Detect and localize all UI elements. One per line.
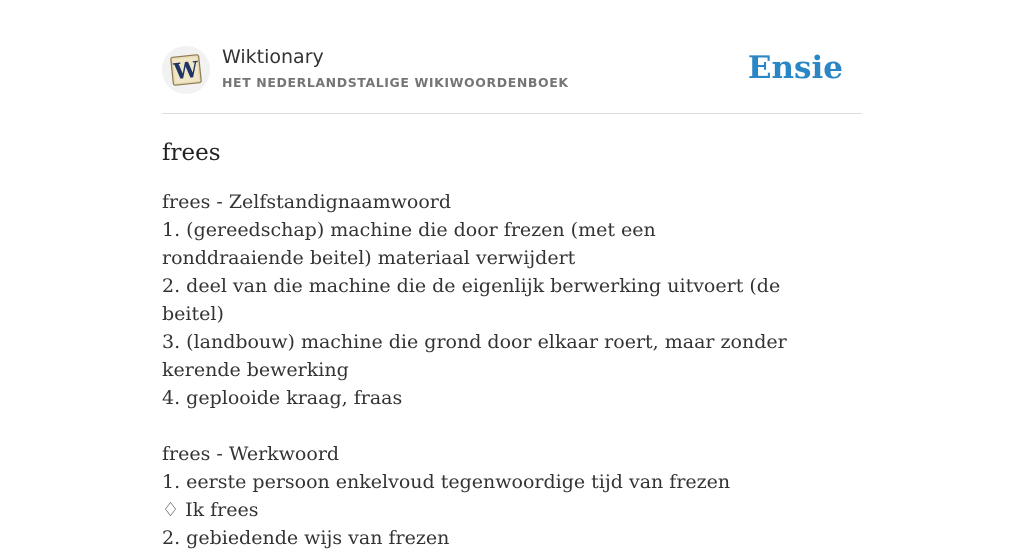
verb-definition-2: 2. gebiedende wijs van frezen — [162, 527, 450, 549]
page — [162, 0, 862, 552]
section-heading-noun: frees - Zelfstandignaamwoord — [162, 191, 452, 213]
section-heading-verb: frees - Werkwoord — [162, 443, 340, 465]
section-spacer — [162, 412, 802, 440]
definition-content — [162, 188, 802, 552]
word-title: frees — [162, 140, 221, 166]
site-name[interactable]: Wiktionary — [222, 46, 324, 68]
verb-example-1: ♢ Ik frees — [162, 499, 259, 521]
ensie-brand-link[interactable]: Ensie — [747, 50, 843, 86]
site-header — [162, 0, 862, 114]
noun-definition-2: 2. deel van die machine die de eigenlijk berwerking uitvoert (de beitel) — [162, 275, 781, 325]
svg-text:W: W — [172, 56, 200, 86]
noun-definition-1: 1. (gereedschap) machine die door frezen (met een ronddraaiende beitel) materiaal verwijdert — [162, 219, 656, 269]
verb-definition-1: 1. eerste persoon enkelvoud tegenwoordige tijd van frezen — [162, 471, 731, 493]
noun-definition-4: 4. geplooide kraag, fraas — [162, 387, 403, 409]
wiktionary-logo-icon[interactable] — [162, 46, 210, 94]
site-subtitle: HET NEDERLANDSTALIGE WIKIWOORDENBOEK — [222, 75, 569, 90]
noun-definition-3: 3. (landbouw) machine die grond door elkaar roert, maar zonder kerende bewerking — [162, 331, 787, 381]
